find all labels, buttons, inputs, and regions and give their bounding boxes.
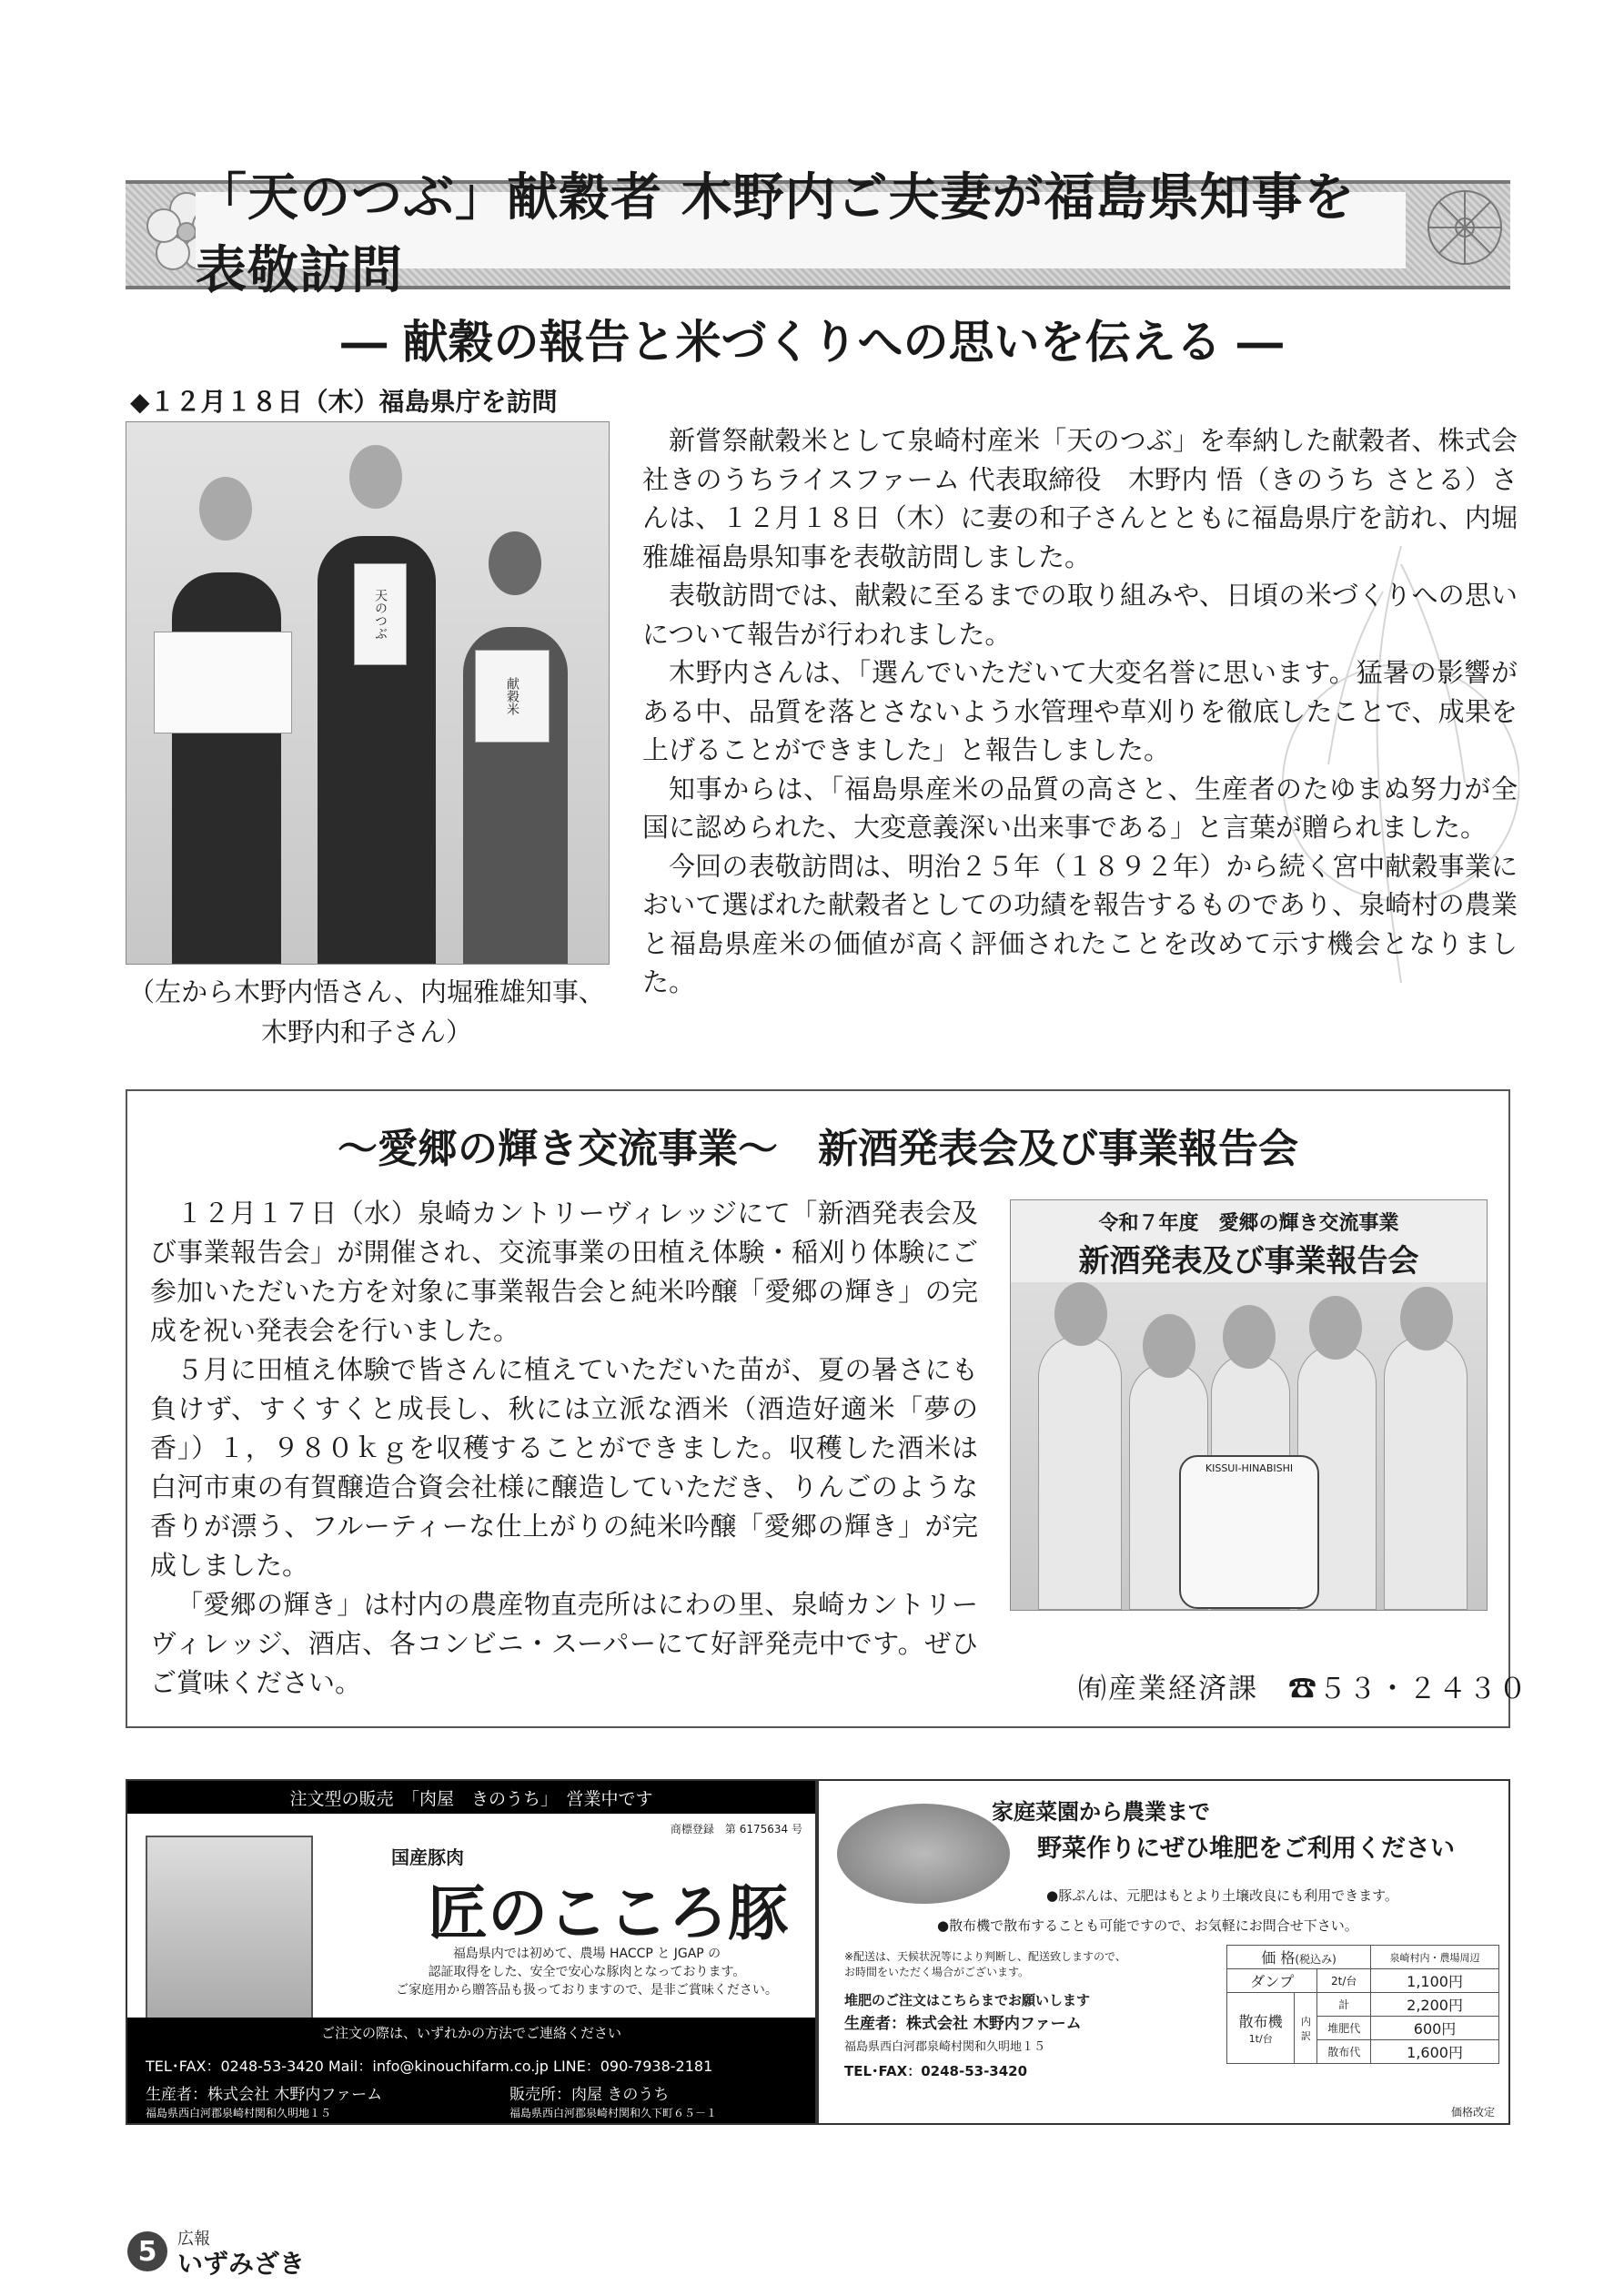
price-area: 泉崎村内・農場周辺 [1371,1946,1499,1969]
spread-fee-label: 散布代 [1317,2040,1371,2064]
compost-address: 福島県西白河郡泉崎村関和久明地１５ [844,2040,1046,2054]
article-visit-body [642,421,1518,1002]
order-note: ご注文の際は、いずれかの方法でご連絡ください [320,2025,621,2041]
pork-desc [373,1945,801,1999]
paragraph: 木野内さんは、「選んでいただいて大変名誉に思います。猛暑の影響がある中、品質を落とさないよう水管理や草刈りを徹底したことで、成果を上げることができました」と報告しました。 [642,657,1518,765]
price-label: 価 格 [1261,1949,1296,1967]
spread-fee-price: 1,600円 [1371,2040,1499,2064]
compost-bullet-1: ●豚ぷんは、元肥はもとより土壌改良にも利用できます。 [1046,1887,1398,1904]
paragraph: １２月１７日（水）泉崎カントリーヴィレッジにて「新酒発表会及び事業報告会」が開催され、交流事業の田植え体験・稲刈り体験にご参加いただいた方を対象に事業報告会と純米吟醸「愛郷の輝き」の完成を祝い発表会を行いました。 [150,1198,978,1346]
dateline: ◆１２月１８日（木）福島県庁を訪問 [130,387,558,417]
pork-ad-header: 注文型の販売 「肉屋 きのうち」 営業中です [127,1781,815,1814]
pork-desc-line: ご家庭用から贈答品も扱っておりますので、是非ご賞味ください。 [396,1983,778,1998]
paragraph: 新嘗祭献穀米として泉崎村産米「天のつぶ」を奉納した献穀者、株式会社きのうちライスファーム 代表取締役 木野内 悟（きのうち さとる）さんは、１２月１８日（木）に妻の和子さんとともに福島県庁を訪れ、内堀雅雄福島県知事を表敬訪問しました。 [642,425,1518,572]
visit-photo [126,421,610,965]
event-banner-line-1: 令和７年度 愛郷の輝き交流事業 [1098,1211,1399,1235]
price-tax-note: (税込み) [1295,1953,1337,1966]
pork-seller: 販売所：肉屋 きのうち [509,2086,670,2104]
title-box [196,167,1406,300]
compost-bullet-2: ●散布機で散布することも可能ですので、お気軽にお問合せ下さい。 [937,1917,1358,1934]
compost-order-info [844,1988,1217,2083]
total-label: 計 [1317,1993,1371,2017]
delivery-note [844,1949,1126,1980]
sake-event-photo [1010,1199,1488,1611]
dump-price: 1,100円 [1371,1969,1499,1993]
paragraph: ５月に田植え体験で皆さんに植えていただいた苗が、夏の暑さにも負けず、すくすくと成長し、秋には立派な酒米（酒造好適米「夢の香」）１，９８０ｋｇを収穫することができました。収穫した酒米は白河市東の有賀醸造合資会社様に醸造していただき、りんごのような香りが漂う、フルーティーな仕上がりの純米吟醸「愛郷の輝き」が完成しました。 [150,1354,978,1581]
vegetables-image [837,1804,1010,1904]
pork-seller-address: 福島県西白河郡泉崎村関和久下町６５－１ [509,2107,718,2119]
price-header [1227,1946,1371,1969]
compost-producer: 生産者：株式会社 木野内ファーム [844,2015,1082,2033]
pork-box-image [146,1836,313,2021]
compost-price-table [1226,1945,1499,2064]
dump-label: ダンプ [1227,1969,1317,1993]
sake-barrel [1179,1455,1319,1609]
pork-tel: TEL･FAX：0248-53-3420 Mail：info@kinouchifarm.co.jp LINE：090-7938-2181 [146,2058,713,2075]
contact-info: ㈲産業経済課 ☎５３・２４３０ [1078,1673,1528,1705]
paragraph: 今回の表敬訪問は、明治２５年（１８９２年）から続く宮中献穀事業において選ばれた献穀者としての功績を報告するものであり、泉崎村の農業と福島県産米の価値が高く評価されたことを改めて示す機会となりました。 [642,850,1518,997]
spreader-cell [1227,1993,1295,2064]
page-title: 「天のつぶ」献穀者 木野内ご夫妻が福島県知事を表敬訪問 [196,167,1356,300]
paragraph: 「愛郷の輝き」は村内の農産物直売所はにわの里、泉崎カントリーヴィレッジ、酒店、各コンビニ・スーパーにて好評発売中です。ぜひご賞味ください。 [150,1589,978,1698]
spreader-label: 散布機 [1238,2013,1283,2030]
total-price: 2,200円 [1371,1993,1499,2017]
pork-order-bar [127,2018,815,2123]
caption-line-1: （左から木野内悟さん、内堀雅雄知事、 [128,976,605,1007]
brand-logo: 匠のこころ豚 [428,1877,788,1948]
subtitle: ― 献穀の報告と米づくりへの思いを伝える ― [341,315,1283,369]
event-banner-line-2: 新酒発表及び事業報告会 [1078,1243,1419,1279]
breakdown-label: 内訳 [1295,1993,1317,2064]
compost-order-head: 堆肥のご注文はこちらまでお願いします [844,1992,1091,2008]
compost-ad [817,1779,1510,2125]
compost-title-1: 家庭菜園から農業まで [992,1799,1210,1825]
compost-title-2: 野菜作りにぜひ堆肥をご利用ください [1037,1835,1455,1863]
dump-unit: 2t/台 [1317,1969,1371,1993]
flower-crest-icon [1419,182,1510,282]
pork-desc-line: 認証取得をした、安全で安心な豚肉となっております。 [428,1965,746,1979]
compost-fee-label: 堆肥代 [1317,2017,1371,2040]
newsletter-name: いずみざき [177,2249,306,2279]
paragraph: 知事からは、「福島県産米の品質の高さと、生産者のたゆまぬ努力が全国に認められた、大変意義深い出来事である」と言葉が贈られました。 [642,773,1518,843]
delivery-note-line: お時間をいただく場合がございます。 [844,1966,1030,1978]
rice-box: 献穀米 [475,650,550,743]
barrel-label: KISSUI-HINABISHI [1205,1462,1294,1474]
newsletter-label: 広報 [177,2230,210,2249]
price-revised-note: 価格改定 [1451,2106,1496,2119]
sake-event-body [150,1194,978,1703]
certificate [154,632,292,733]
pork-producer: 生産者：株式会社 木野内ファーム [146,2086,383,2104]
photo-caption [126,972,608,1052]
compost-tel: TEL･FAX：0248-53-3420 [844,2063,1028,2079]
spreader-unit: 1t/台 [1248,2033,1273,2045]
trademark: 商標登録 第 6175634 号 [670,1823,802,1836]
event-banner [1011,1200,1487,1282]
pork-producer-address: 福島県西白河郡泉崎村関和久明地１５ [146,2107,332,2119]
page-number: 5 [127,2231,167,2271]
brand-small: 国産豚肉 [391,1846,464,1868]
caption-line-2: 木野内和子さん） [260,1017,472,1047]
pork-ad [126,1779,817,2125]
sake-event-title: ～愛郷の輝き交流事業～ 新酒発表会及び事業報告会 [338,1126,1298,1172]
rice-bag: 天のつぶ [354,563,407,665]
delivery-note-line: ※配送は、天候状況等により判断し、配送致しますので、 [844,1950,1126,1963]
pork-desc-line: 福島県内では初めて、農場 HACCP と JGAP の [452,1947,721,1961]
paragraph: 表敬訪問では、献穀に至るまでの取り組みや、日頃の米づくりへの思いについて報告が行われました。 [642,580,1518,650]
compost-fee-price: 600円 [1371,2017,1499,2040]
